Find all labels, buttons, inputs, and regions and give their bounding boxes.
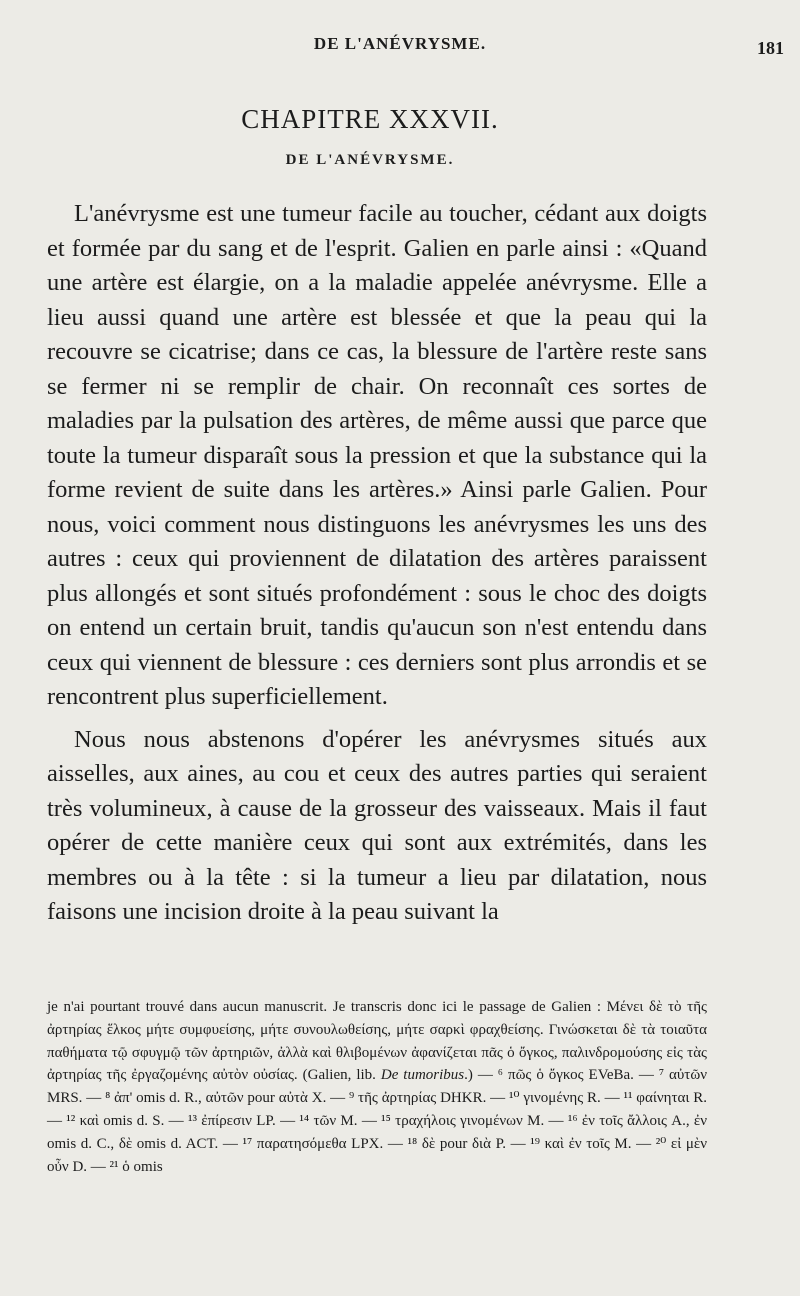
page-number: 181 — [757, 38, 784, 58]
footnote-part: .) — ⁶ πῶς ὁ ὄγκος EVeBa. — ⁷ αὐτῶν MRS. — ⁸ ἀπ' omis d. R., αὐτῶν pour αὐτὰ X. — ⁹ τῆς ἀρτηρίας DHKR. — ¹⁰ γινομένης R. — ¹¹ φαίνηται R. — ¹² καὶ omis d. S. — ¹³ ἐπίρεσιν LP. — ¹⁴ τῶν M. — ¹⁵ τραχήλοις γινομένων M. — ¹⁶ ἐν τοῖς ἄλλοις A., ἐν omis d. C., δὲ omis d. ACT. — ¹⁷ παρατησόμεθα LPX. — ¹⁸ δὲ pour διὰ P. — ¹⁹ καὶ ἐν τοῖς M. — ²⁰ εἰ μὲν οὖν D. — ²¹ ὁ omis — [47, 1067, 707, 1175]
paragraph: L'anévrysme est une tumeur facile au toucher, cédant aux doigts et formée par du sang et de l'esprit. Galien en parle ainsi : «Quand une artère est élargie, on a la maladie appelée anévrysme. Elle a lieu aussi quand une artère est blessée et que la peau qui la recouvre se cicatrise; dans ce cas, la blessure de l'artère reste sans se fermer ni se remplir de chair. On reconnaît ces sortes de maladies par la pulsation des artères, de même aussi que parce que toute la tumeur disparaît sous la pression et que la substance qui la forme revient de suite dans les artères.» Ainsi parle Galien. Pour nous, voici comment nous distinguons les anévrysmes les uns des autres : ceux qui proviennent de dilatation des artères paraissent plus allongés et sont situés profondément : sous le choc des doigts on entend un certain bruit, tandis qu'aucun son n'est entendu dans ceux qui viennent de blessure : ces derniers sont plus arrondis et se rencontrent plus superficiellement. — [47, 200, 707, 710]
footnote-text — [47, 996, 707, 1178]
chapter-title: CHAPITRE XXXVII. — [241, 104, 499, 134]
body-text — [47, 197, 707, 930]
section-title: DE L'ANÉVRYSME. — [285, 152, 455, 168]
footnote-part: je n'ai pourtant trouvé dans aucun manuscrit. Je transcris donc ici le passage de Galien : Μένει δὲ τὸ τῆς ἀρτηρίας ἕλκος μήτε συμφυείσης, μήτε συνουλωθείσης, μήτε σαρκὶ φραχθείσης. Γινώσκεται δὲ τὰ τοιαῦτα παθήματα τῷ σφυγμῷ τῶν ἀρτηριῶν, ἀλλὰ καὶ θλιβομένων ἀφανίζεται πᾶς ὁ ὄγκος, παλινδρομούσης εἰς τὰς ἀρτηρίας τῆς ἐργαζομένης αὐτὸν οὐσίας. (Galien, lib. — [47, 999, 707, 1084]
paragraph: Nous nous abstenons d'opérer les anévrysmes situés aux aisselles, aux aines, au cou et ceux des autres parties qui seraient très volumineux, à cause de la grosseur des vaisseaux. Mais il faut opérer de cette manière ceux qui sont aux extrémités, dans les membres ou à la tête : si la tumeur a lieu par dilatation, nous faisons une incision droite à la peau suivant la — [47, 725, 707, 925]
footnote-title: De tumoribus — [380, 1067, 465, 1084]
running-head: DE L'ANÉVRYSME. — [313, 34, 487, 53]
footnotes — [47, 996, 707, 1178]
